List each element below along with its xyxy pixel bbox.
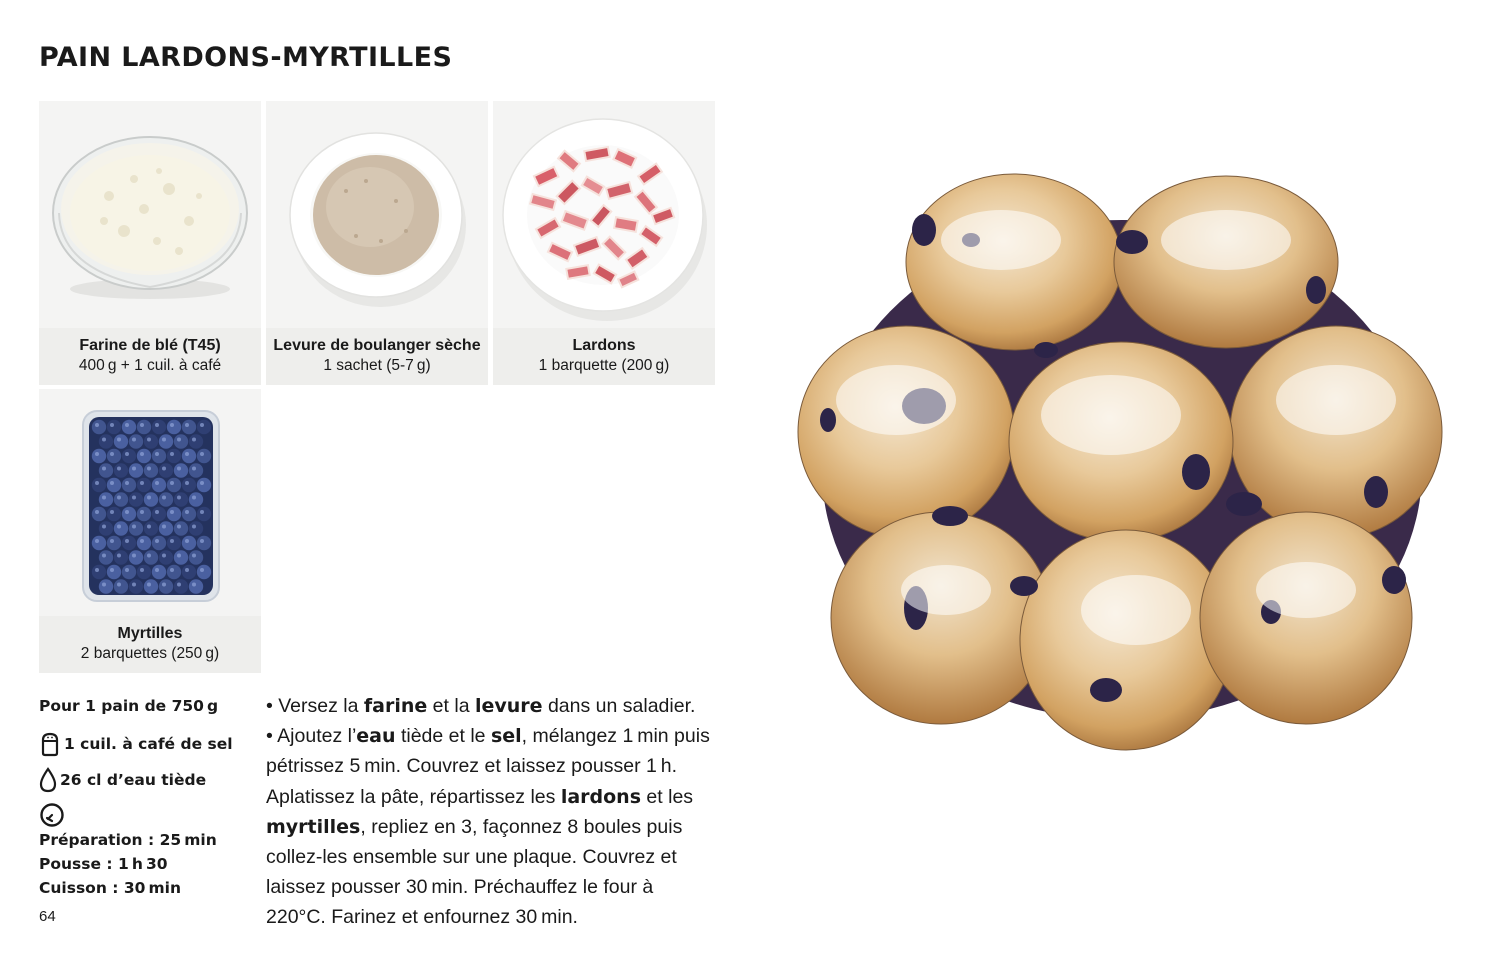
ingredient-card-blueberries xyxy=(39,389,261,673)
recipe-yield xyxy=(39,694,254,718)
yield-text: Pour 1 pain de 750 g xyxy=(39,697,219,715)
ingredient-quantity: 1 sachet (5-7 g) xyxy=(323,357,431,374)
page-number: 64 xyxy=(39,908,56,925)
recipe-steps xyxy=(266,691,716,933)
ingredient-quantity: 1 barquette (200 g) xyxy=(538,357,670,374)
step-1: • Versez la farine et la levure dans un saladier. xyxy=(266,695,696,717)
blueberry-bread-photo xyxy=(796,170,1446,760)
ingredient-card-lardons xyxy=(493,101,715,385)
flour-bowl-icon xyxy=(39,101,261,328)
keyword: levure xyxy=(474,695,543,717)
keyword: farine xyxy=(363,695,428,717)
yeast-plate-icon xyxy=(266,101,488,328)
keyword: sel xyxy=(490,725,522,748)
ingredient-name: Farine de blé (T45) xyxy=(79,337,221,354)
ingredient-card-yeast xyxy=(266,101,488,385)
salt-shaker-icon xyxy=(39,731,61,757)
timer-icon xyxy=(39,802,65,828)
ingredient-name: Lardons xyxy=(572,337,636,354)
salt-text: 1 cuil. à café de sel xyxy=(64,735,233,753)
keyword: lardons xyxy=(560,785,642,808)
ingredient-card-flour xyxy=(39,101,261,385)
water-row xyxy=(39,767,254,793)
ingredient-name: Myrtilles xyxy=(117,625,183,642)
keyword: eau xyxy=(356,725,396,748)
salt-row xyxy=(39,731,254,757)
timer-row xyxy=(39,802,254,828)
page-title: PAIN LARDONS-MYRTILLES xyxy=(39,42,453,73)
preparation-time: Préparation : 25 min xyxy=(39,831,217,849)
blueberries-tray-icon xyxy=(39,389,261,616)
ingredient-quantity: 400 g + 1 cuil. à café xyxy=(78,357,222,374)
water-drop-icon xyxy=(39,767,57,793)
bacon-plate-icon xyxy=(493,101,715,328)
ingredient-quantity: 2 barquettes (250 g) xyxy=(80,645,220,662)
step-2: • Ajoutez l’eau tiède et le sel, mélangez 1 min puis pétrissez 5 min. Couvrez et laissez pousser 1 h. Aplatissez la pâte, répartissez les lardons et les myrtilles, repliez en 3, façonnez 8 boules puis collez-les ensemble sur une plaque. Couvrez et laissez pousser 30 min. Préchauffez le four à 220°C. Farinez et enfournez 30 min. xyxy=(266,725,710,929)
water-text: 26 cl d’eau tiède xyxy=(60,771,207,789)
keyword: myrtilles xyxy=(266,815,361,838)
recipe-meta xyxy=(39,694,254,900)
ingredient-name: Levure de boulanger sèche xyxy=(273,337,481,354)
rising-time: Pousse : 1 h 30 xyxy=(39,855,168,873)
cooking-time: Cuisson : 30 min xyxy=(39,879,182,897)
